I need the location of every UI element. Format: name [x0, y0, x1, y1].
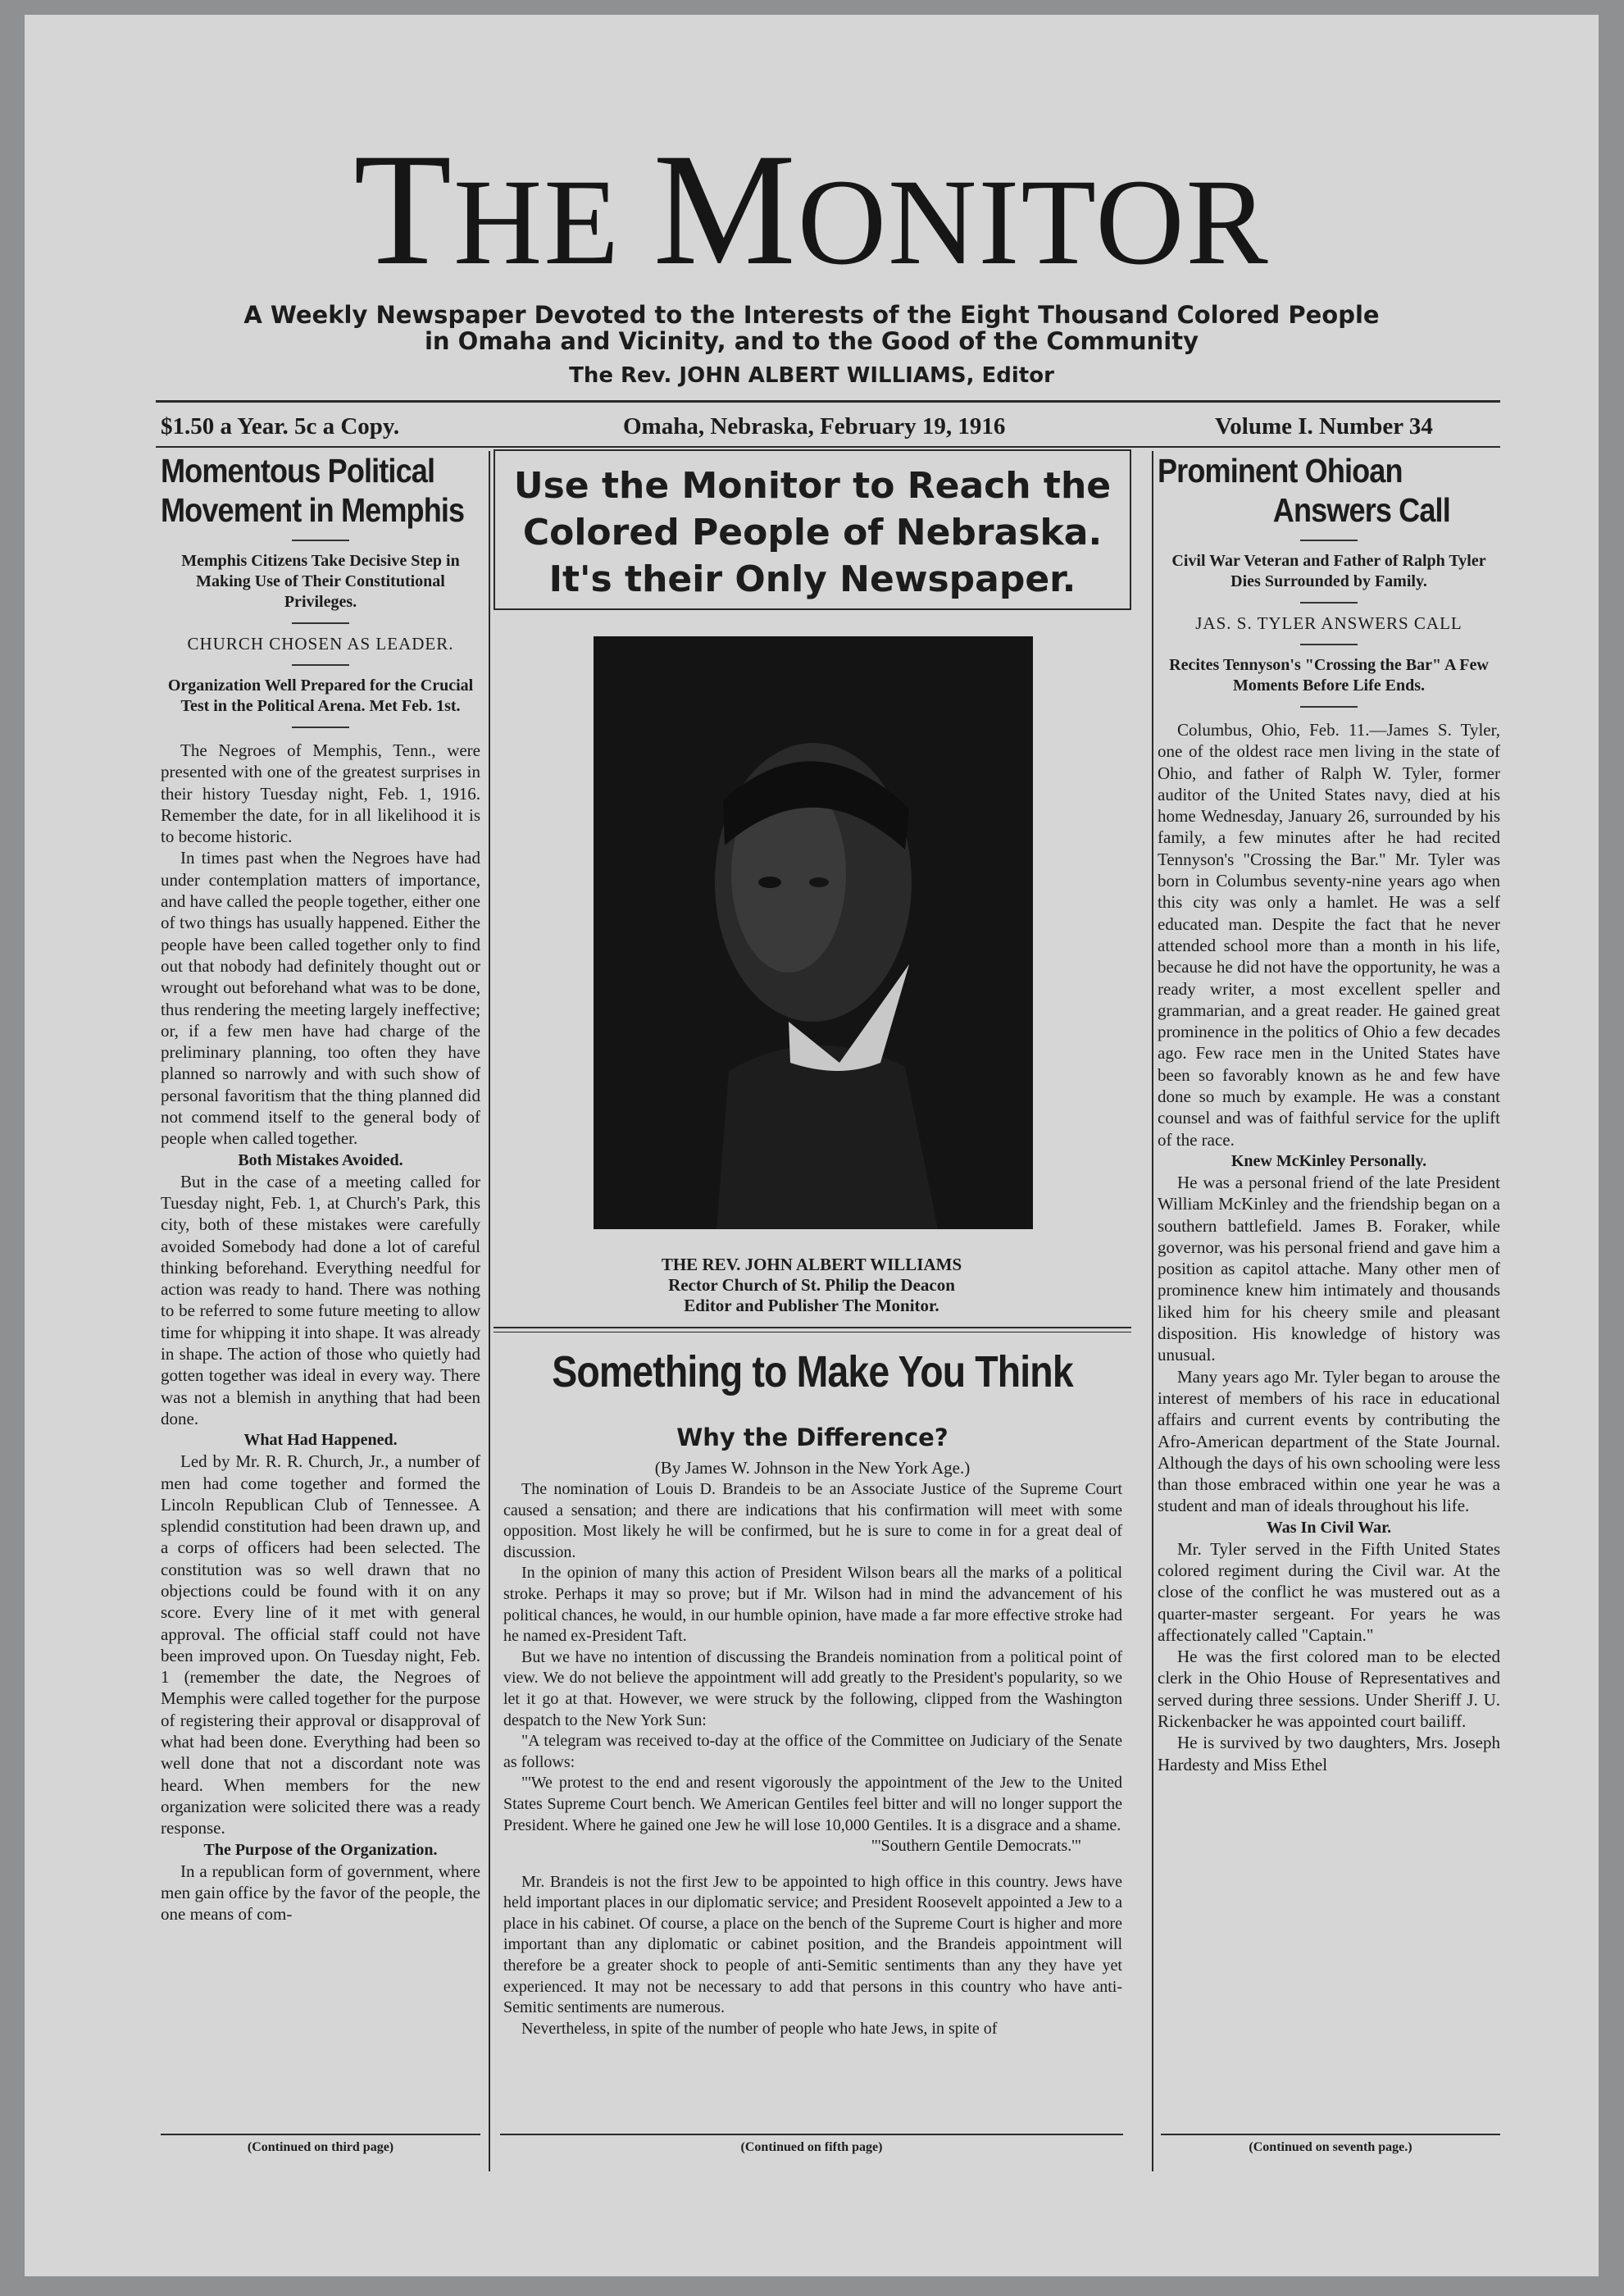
dateline-rule — [156, 446, 1500, 448]
paragraph: In the opinion of many this action of President Wilson bears all the marks of a political stroke. Perhaps it may so prove; but if Mr. Wilson had in mind the advancement of his political chances, he would, in our humble opinion, have made a far more effective stroke had he named ex-President Taft. — [503, 1564, 1122, 1646]
deck-tyler-2: JAS. S. TYLER ANSWERS CALL — [1195, 613, 1463, 633]
continued-rule — [500, 2134, 1123, 2135]
masthead-editor: The Rev. JOHN ALBERT WILLIAMS, Editor — [569, 363, 1054, 388]
deck-tyler-3: Recites Tennyson's "Crossing the Bar" A Few Moments Before Life Ends. — [1169, 656, 1489, 695]
paragraph: He was a personal friend of the late President William McKinley and the friendship began on a southern battlefield. James B. Foraker, while governor, was his personal friend and gave him a position as capitol attache. Many other men of prominence knew him intimately and thousands liked him for his cheery smile and pleasant disposition. His knowledge of history was unusual. — [1158, 1172, 1500, 1365]
deck-rule — [1300, 644, 1358, 645]
continued-rule — [1161, 2134, 1500, 2135]
crosshead: Both Mistakes Avoided. — [238, 1150, 403, 1169]
newspaper-page — [25, 15, 1599, 2276]
paragraph: Nevertheless, in spite of the number of people who hate Jews, in spite of — [521, 2019, 998, 2038]
continued-link[interactable]: (Continued on seventh page.) — [1249, 2140, 1412, 2154]
masthead-tagline: A Weekly Newspaper Devoted to the Interests of the Eight Thousand Colored People in Omaha and Vicinity, and to the Good of the Community — [243, 301, 1380, 355]
deck-rule — [1300, 540, 1358, 541]
place-date: Omaha, Nebraska, February 19, 1916 — [623, 413, 1006, 440]
continued-link[interactable]: (Continued on fifth page) — [740, 2140, 883, 2154]
crosshead: Was In Civil War. — [1266, 1518, 1392, 1537]
column-divider-right — [1152, 451, 1153, 2171]
byline: (By James W. Johnson in the New York Age.) — [654, 1458, 971, 1478]
article-memphis — [161, 451, 480, 1925]
paragraph: The Negroes of Memphis, Tenn., were presented with one of the greatest surprises in their history Tuesday night, Feb. 1, 1916. Remember the date, for in all likelihood it is to become historic. — [161, 740, 480, 847]
headline-memphis: Momentous Political Movement in Memphis — [161, 452, 465, 529]
paragraph: Many years ago Mr. Tyler began to arouse the interest of members of his race in educational affairs and current events by contributing the Afro-American department of the State Journal. Although the days of his own schooling were less than those embraced within one year he was a student and man of ideals throughout his life. — [1158, 1366, 1500, 1516]
center-rule — [494, 1327, 1131, 1328]
paragraph: But in the case of a meeting called for Tuesday night, Feb. 1, at Church's Park, this city, both of these mistakes were carefully avoided Somebody had done a lot of careful thinking beforehand. Everything needful for action was ready to hand. There was nothing to be referred to some future meeting to allow time for whipping it into shape. It was already in shape. The action of those who quietly had gotten together was ideal in every way. There was not a blemish in anything that had been done. — [161, 1171, 480, 1428]
paragraph: "A telegram was received to-day at the office of the Committee on Judiciary of the Senate as follows: — [503, 1732, 1122, 1771]
make-you-think-body — [503, 1479, 1122, 2039]
headline-tyler: Prominent Ohioan Answers Call — [1158, 452, 1450, 529]
memphis-body — [161, 740, 480, 1925]
top-rule — [156, 400, 1500, 403]
article-tyler — [1158, 451, 1500, 1775]
paragraph: The nomination of Louis D. Brandeis to be an Associate Justice of the Supreme Court caused a sensation; and there are indications that his confirmation will meet with some opposition. Most likely he will be confirmed, but he is sure to come in for a great deal of discussion. — [503, 1480, 1122, 1561]
headline-make-you-think: Something to Make You Think — [552, 1347, 1073, 1396]
signature: "'Southern Gentile Democrats.'" — [871, 1837, 1081, 1856]
volume-number: Volume I. Number 34 — [1215, 413, 1433, 440]
paragraph: Mr. Tyler served in the Fifth United States colored regiment during the Civil war. At the close of the conflict he was mustered out as a quarter-master sergeant. For years he was affectionately called "Captain." — [1158, 1538, 1500, 1645]
paragraph: Led by Mr. R. R. Church, Jr., a number of men had come together and formed the Lincoln Republican Club of Tennessee. A splendid constitution had been drawn up, and a corps of officers had been selected. The constitution was so well drawn that no objections could be found with it on any score. Every line of it met with general approval. The official staff could not have been improved upon. On Tuesday night, Feb. 1 (remember the date, the Negroes of Memphis were called together for the purpose of registering their approval or disapproval of what had been done. Everything had been so well done that not a discordant note was heard. When members for the new organization were solicited there was a ready response. — [161, 1451, 480, 1838]
deck-rule — [292, 727, 349, 728]
editor-portrait — [594, 636, 1033, 1229]
portrait-caption: THE REV. JOHN ALBERT WILLIAMS Rector Church of St. Philip the Deacon Editor and Publisher The Monitor. — [661, 1255, 962, 1315]
paragraph: "'We protest to the end and resent vigorously the appointment of the Jew to the United States Supreme Court bench. We American Gentiles feel bitter and will no longer support the President. Where he gained one Jew he will lose 10,000 Gentiles. It is a disgrace and a shame. — [503, 1774, 1122, 1834]
paragraph: In a republican form of government, where men gain office by the favor of the people, the one means of com- — [161, 1861, 480, 1925]
paragraph: But we have no intention of discussing the Brandeis nomination from a political point of view. We do not believe the appointment will add greatly to the President's popularity, so we let it go at that. However, we were struck by the following, clipped from the Washington despatch to the New York Sun: — [503, 1647, 1122, 1729]
deck-rule — [292, 664, 349, 666]
paragraph: He is survived by two daughters, Mrs. Joseph Hardesty and Miss Ethel — [1158, 1733, 1500, 1774]
deck-memphis-3: Organization Well Prepared for the Crucial Test in the Political Arena. Met Feb. 1st. — [167, 676, 474, 715]
paragraph: In times past when the Negroes have had under contemplation matters of importance, and have called the people together, either one of two things has usually happened. Either the people have been called together only to find out that nobody had definitely thought out or wrought out beforehand what was to be done, thus rendering the meeting largely ineffective; or, if a few men have had charge of the preliminary planning, too often they have planned so narrowly and with such show of personal favoritism that the thing planned did not commend itself to the general body of people when called together. — [161, 848, 480, 1149]
deck-rule — [292, 540, 349, 541]
tyler-body — [1158, 719, 1500, 1775]
deck-tyler-1: Civil War Veteran and Father of Ralph Tyler Dies Surrounded by Family. — [1171, 552, 1486, 590]
advertisement-box: Use the Monitor to Reach the Colored People of Nebraska. It's their Only Newspaper. — [494, 449, 1131, 610]
deck-rule — [1300, 706, 1358, 708]
crosshead: What Had Happened. — [243, 1431, 398, 1450]
deck-rule — [1300, 602, 1358, 604]
crosshead: The Purpose of the Organization. — [203, 1840, 438, 1859]
continued-link[interactable]: (Continued on third page) — [247, 2140, 394, 2154]
deck-memphis-1: Memphis Citizens Take Decisive Step in Making Use of Their Constitutional Privileges. — [181, 552, 460, 611]
deck-rule — [292, 622, 349, 624]
price: $1.50 a Year. 5c a Copy. — [161, 413, 400, 440]
subhead-difference: Why the Difference? — [676, 1424, 948, 1451]
paragraph: He was the first colored man to be elected clerk in the Ohio House of Representatives and served during three sessions. Under Sheriff J. U. Rickenbacker he was appointed court bailiff. — [1158, 1647, 1500, 1732]
column-divider-left — [489, 451, 490, 2171]
paragraph: Mr. Brandeis is not the first Jew to be appointed to high office in this country. Jews have held important places in our diplomatic service; and President Roosevelt appointed a Jew to a place in his cabinet. Of course, a place on the bench of the Supreme Court is higher and more important than any diplomatic or cabinet position, and the Brandeis appointment will therefore be a greater shock to people of anti-Semitic sentiments than any they have yet experienced. It may not be necessary to add that persons in this country who have anti-Semitic sentiments are numerous. — [503, 1872, 1122, 2017]
crosshead: Knew McKinley Personally. — [1231, 1151, 1427, 1170]
continued-rule — [161, 2134, 480, 2135]
masthead-title: THE MONITOR — [353, 121, 1270, 298]
paragraph: Columbus, Ohio, Feb. 11.—James S. Tyler, one of the oldest race men living in the state of Ohio, and father of Ralph W. Tyler, former auditor of the United States navy, died at his home Wednesday, January 26, surrounded by his family, a few minutes after he had recited Tennyson's "Crossing the Bar." Mr. Tyler was born in Columbus seventy-nine years ago when this city was only a hamlet. He was a self educated man. Despite the fact that he never attended school more than a month in his life, because he did not have the opportunity, he was a ready writer, a most excellent speller and grammarian, and a great reader. He gained great prominence in the politics of Ohio a few decades ago. Few race men in the United States have been so favorably known as he and few have done so much by example. He was a constant counsel and was of faithful service for the uplift of the race. — [1158, 720, 1500, 1150]
deck-memphis-2: CHURCH CHOSEN AS LEADER. — [187, 634, 454, 654]
